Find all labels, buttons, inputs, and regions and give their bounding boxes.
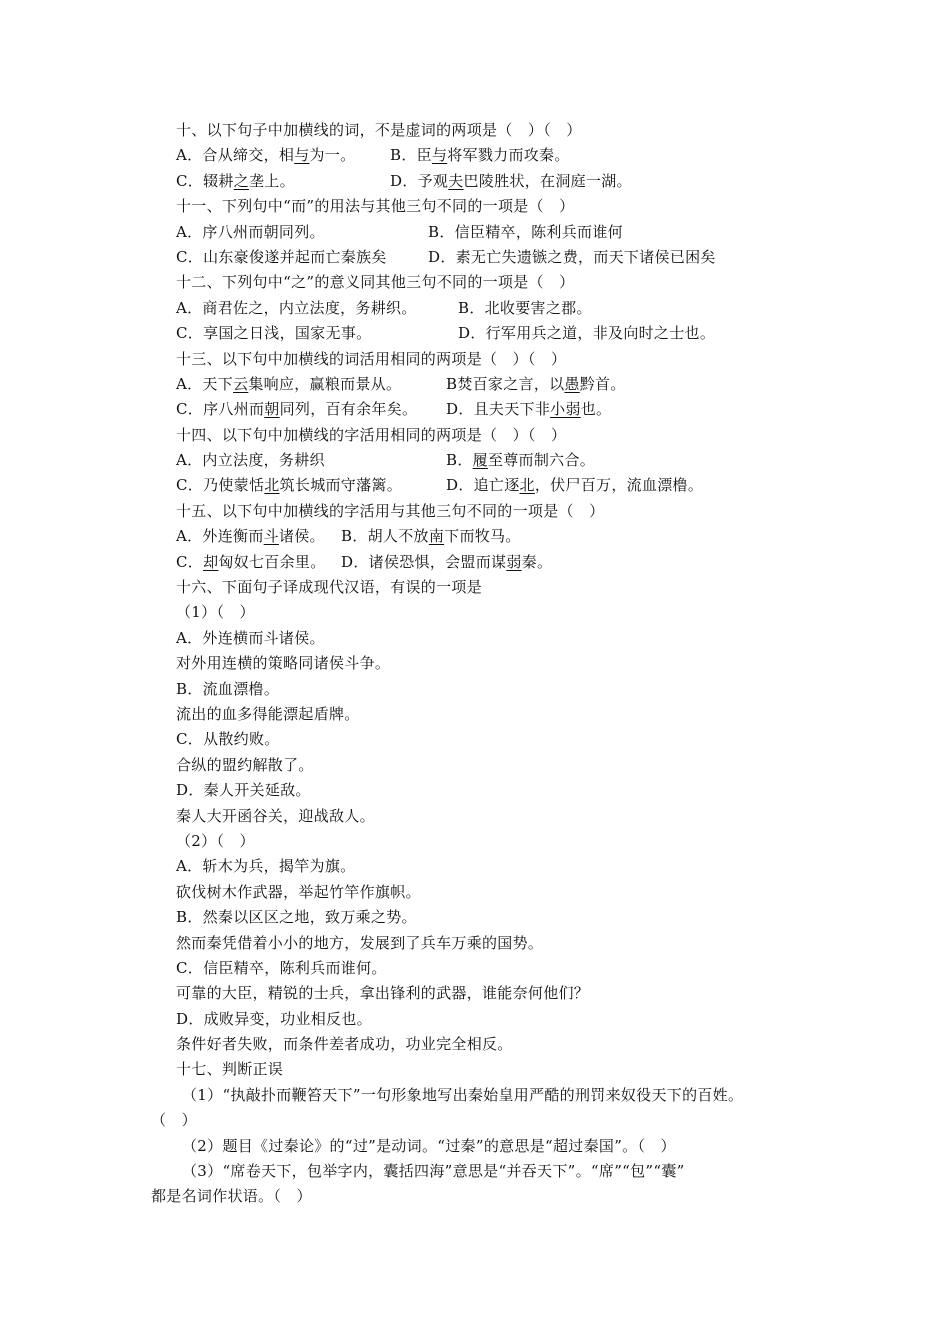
text-run: C． xyxy=(176,552,204,571)
option-row xyxy=(0,296,950,321)
underlined-word: 斗 xyxy=(263,527,279,546)
text-run: 诸侯。 xyxy=(278,527,325,546)
paragraph-line xyxy=(0,1083,950,1108)
text-run: 十、以下句子中加横线的词，不是虚词的两项是（ ）（ ） xyxy=(176,121,582,139)
underlined-word: 与 xyxy=(431,146,448,165)
underlined-word: 之 xyxy=(233,171,249,190)
text-line xyxy=(0,1032,950,1057)
text-run: （ ） xyxy=(151,1111,197,1130)
text-run: D．诸侯恐惧，会盟而谋 xyxy=(341,552,507,571)
text-run: B． xyxy=(446,451,473,470)
underlined-word: 却 xyxy=(203,552,219,571)
option-right xyxy=(341,524,521,549)
paragraph-line xyxy=(0,1159,950,1184)
underlined-word: 弱 xyxy=(506,552,522,571)
text-run: B．流血漂橹。 xyxy=(176,679,280,698)
option-right xyxy=(428,245,716,270)
option-left xyxy=(176,397,446,422)
option-right xyxy=(390,169,632,194)
option-right xyxy=(446,397,611,422)
text-run: C．信臣精卒，陈利兵而谁何。 xyxy=(176,958,387,977)
option-right xyxy=(458,321,715,346)
text-line xyxy=(0,575,950,600)
text-run: 同列，百有余年矣。 xyxy=(279,400,418,419)
option-left xyxy=(176,143,390,168)
option-row xyxy=(0,220,950,245)
text-run: （2）题目《过秦论》的“过”是动词。“过秦”的意思是“超过秦国”。（ ） xyxy=(182,1136,676,1155)
text-line xyxy=(0,880,950,905)
text-line xyxy=(0,194,950,219)
text-run: D．秦人开关延敌。 xyxy=(176,781,311,800)
option-row xyxy=(0,473,950,498)
option-row xyxy=(0,372,950,397)
text-run: （2）（ ） xyxy=(176,831,255,850)
option-row xyxy=(0,397,950,422)
text-run: C．序八州而 xyxy=(176,400,265,419)
text-run: D．行军用兵之道，非及向时之士也。 xyxy=(458,324,716,343)
text-run: D．予观 xyxy=(390,171,449,190)
option-row xyxy=(0,143,950,168)
option-row xyxy=(0,524,950,549)
text-line xyxy=(0,600,950,625)
text-run: 十一、下列句中“而”的用法与其他三句不同的一项是（ ） xyxy=(176,197,575,216)
text-line xyxy=(0,753,950,778)
text-run: 十二、下列句中“之”的意义同其他三句不同的一项是（ ） xyxy=(176,273,575,292)
underlined-word: 履 xyxy=(472,451,488,470)
text-line xyxy=(0,702,950,727)
text-run: 匈奴七百余里。 xyxy=(218,552,326,571)
text-run: 至尊而制六合。 xyxy=(487,451,596,470)
text-run: 对外用连横的策略同诸侯斗争。 xyxy=(176,654,391,673)
option-right xyxy=(390,143,570,168)
text-run: D．且夫天下非 xyxy=(446,400,551,419)
text-run: 将军戮力而攻秦。 xyxy=(447,146,570,165)
text-line xyxy=(0,499,950,524)
text-line xyxy=(0,854,950,879)
text-line xyxy=(0,347,950,372)
text-run: A．天下 xyxy=(176,374,234,393)
text-run: A．内立法度，务耕织 xyxy=(176,451,325,470)
text-run: A．商君佐之，内立法度，务耕织。 xyxy=(176,298,417,317)
text-run: C．辍耕 xyxy=(176,171,234,190)
underlined-word: 与 xyxy=(294,146,310,165)
text-run: A．外连衡而 xyxy=(176,527,264,546)
text-run: C．享国之日浅，国家无事。 xyxy=(176,324,372,343)
worksheet-page xyxy=(0,118,950,1210)
underlined-word: 小弱 xyxy=(550,400,581,419)
text-run: 十六、下面句子译成现代汉语，有误的一项是 xyxy=(176,578,483,597)
text-line xyxy=(0,118,950,143)
text-run: 砍伐树木作武器，举起竹竿作旗帜。 xyxy=(176,882,421,901)
text-line xyxy=(0,905,950,930)
text-run: 然而秦凭借着小小的地方，发展到了兵车万乘的国势。 xyxy=(176,933,544,952)
text-run: 筑长城而守藩篱。 xyxy=(279,476,402,495)
text-line xyxy=(0,981,950,1006)
continuation-line xyxy=(0,1108,950,1133)
text-run: 十四、以下句中加横线的字活用相同的两项是（ ）（ ） xyxy=(176,425,567,444)
text-run: 合纵的盟约解散了。 xyxy=(176,755,314,774)
text-run: 下而牧马。 xyxy=(444,527,521,546)
text-run: D．素无亡失遗镞之费，而天下诸侯已困矣 xyxy=(428,247,716,266)
text-run: D．成败异变，功业相反也。 xyxy=(176,1009,372,1028)
underlined-word: 朝 xyxy=(264,400,280,419)
option-left xyxy=(176,372,446,397)
option-row xyxy=(0,245,950,270)
text-line xyxy=(0,829,950,854)
text-line xyxy=(0,778,950,803)
underlined-word: 南 xyxy=(428,527,445,546)
text-run: 十五、以下句中加横线的字活用与其他三句不同的一项是（ ） xyxy=(176,501,605,520)
text-run: ，伏尸百万，流血漂橹。 xyxy=(534,476,704,495)
option-left xyxy=(176,220,428,245)
text-run: 十三、以下句中加横线的词活用相同的两项是（ ）（ ） xyxy=(176,349,567,368)
text-run: 为一。 xyxy=(309,146,356,165)
option-row xyxy=(0,448,950,473)
text-run: 流出的血多得能漂起盾牌。 xyxy=(176,704,360,723)
continuation-line xyxy=(0,1184,950,1209)
text-run: 十七、判断正误 xyxy=(176,1060,284,1079)
text-run: 秦人大开函谷关，迎战敌人。 xyxy=(176,806,375,825)
text-line xyxy=(0,626,950,651)
underlined-word: 云 xyxy=(233,374,249,393)
option-left xyxy=(176,169,390,194)
text-run: B．臣 xyxy=(390,146,432,165)
text-line xyxy=(0,956,950,981)
text-line xyxy=(0,423,950,448)
text-line xyxy=(0,727,950,752)
option-row xyxy=(0,550,950,575)
underlined-word: 北 xyxy=(519,476,535,495)
text-run: （3）“席卷天下，包举字内，囊括四海”意思是“并吞天下”。“席”“包”“囊” xyxy=(182,1162,685,1181)
text-line xyxy=(0,270,950,295)
text-run: 集响应，赢粮而景从。 xyxy=(248,374,402,393)
text-run: C．山东豪俊遂并起而亡秦族矣 xyxy=(176,247,387,266)
text-run: A．斩木为兵，揭竿为旗。 xyxy=(176,857,356,876)
option-left xyxy=(176,321,458,346)
text-run: 也。 xyxy=(580,400,612,419)
option-left xyxy=(176,296,458,321)
text-line xyxy=(0,804,950,829)
text-run: B．北收要害之郡。 xyxy=(458,298,592,317)
option-left xyxy=(176,245,428,270)
text-run: A．合从缔交，相 xyxy=(176,146,295,165)
text-run: 巴陵胜状，在洞庭一湖。 xyxy=(463,171,632,190)
underlined-word: 北 xyxy=(264,476,280,495)
underlined-word: 愚 xyxy=(564,374,580,393)
option-left xyxy=(176,448,446,473)
option-left xyxy=(176,550,341,575)
option-right xyxy=(428,220,623,245)
text-run: （1）（ ） xyxy=(176,603,255,622)
text-line xyxy=(0,677,950,702)
text-run: 条件好者失败，而条件差者成功，功业完全相反。 xyxy=(176,1035,513,1054)
option-left xyxy=(176,524,341,549)
text-run: 可靠的大臣，精锐的士兵，拿出锋利的武器，谁能奈何他们？ xyxy=(176,984,590,1003)
text-run: A．外连横而斗诸侯。 xyxy=(176,628,325,647)
text-run: 秦。 xyxy=(521,552,553,571)
text-line xyxy=(0,1007,950,1032)
text-run: C．乃使蒙恬 xyxy=(176,476,265,495)
text-run: 垄上。 xyxy=(249,171,295,190)
option-left xyxy=(176,473,446,498)
text-run: B．信臣精卒，陈利兵而谁何 xyxy=(428,222,623,241)
text-run: C．从散约败。 xyxy=(176,730,280,749)
text-run: D．追亡逐 xyxy=(446,476,520,495)
text-run: B．胡人不放 xyxy=(341,527,429,546)
text-run: （1）“执敲扑而鞭笞天下”一句形象地写出秦始皇用严酷的刑罚来奴役天下的百姓。 xyxy=(182,1085,744,1104)
text-line xyxy=(0,1057,950,1082)
text-line xyxy=(0,931,950,956)
text-run: 黔首。 xyxy=(579,374,626,393)
text-run: B．然秦以区区之地，致万乘之势。 xyxy=(176,908,417,927)
option-right xyxy=(446,372,626,397)
option-right xyxy=(341,550,552,575)
underlined-word: 夫 xyxy=(448,171,464,190)
text-run: 都是名词作状语。（ ） xyxy=(151,1187,312,1206)
text-run: B焚百家之言，以 xyxy=(446,374,565,393)
option-right xyxy=(446,473,703,498)
paragraph-line xyxy=(0,1134,950,1159)
option-row xyxy=(0,321,950,346)
text-run: A．序八州而朝同列。 xyxy=(176,222,325,241)
text-line xyxy=(0,651,950,676)
option-right xyxy=(458,296,592,321)
option-row xyxy=(0,169,950,194)
option-right xyxy=(446,448,595,473)
